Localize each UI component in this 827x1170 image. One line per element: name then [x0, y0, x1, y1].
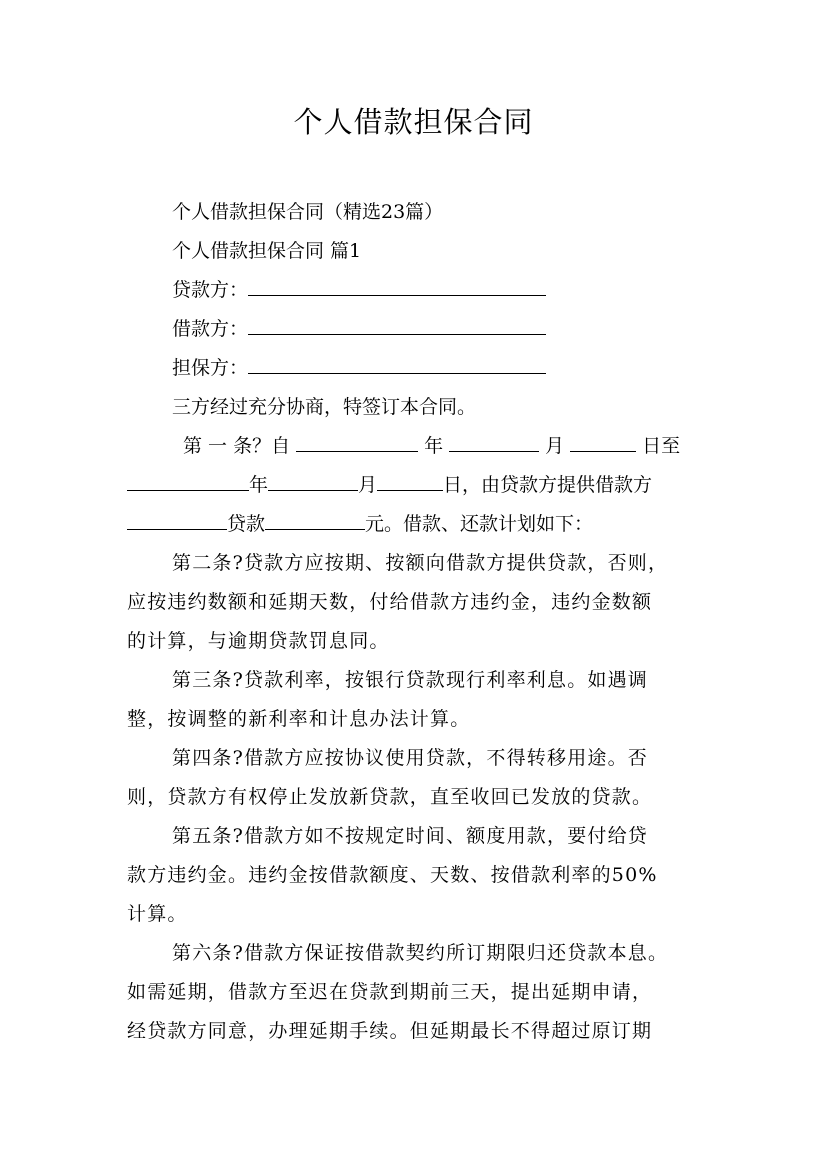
start-year-blank: [296, 433, 418, 452]
article1-text-e: 年: [249, 474, 269, 496]
document-subtitle: 个人借款担保合同（精选23篇）: [172, 201, 444, 223]
article3-line2: 整，按调整的新利率和计息办法计算。: [127, 708, 471, 730]
article6-line3: 经贷款方同意，办理延期手续。但延期最长不得超过原订期: [127, 1020, 653, 1042]
article2-line3: 的计算，与逾期贷款罚息同。: [127, 630, 390, 652]
borrower-blank: [248, 316, 546, 335]
borrower-field: [172, 316, 546, 342]
article1-text-a: 第 一 条？自: [183, 435, 291, 457]
article1-text-b: 年: [424, 435, 444, 457]
guarantor-label: 担保方：: [172, 357, 249, 379]
article5-line3: 计算。: [127, 903, 188, 925]
loan-purpose-blank: [127, 511, 227, 530]
article6-line2: 如需延期，借款方至迟在贷款到期前三天，提出延期申请，: [127, 981, 653, 1003]
article1-text-d: 日至: [642, 435, 681, 457]
end-day-blank: [377, 472, 443, 491]
article1-text-h: 贷款: [227, 513, 266, 535]
article3-line1: 第三条?贷款利率，按银行贷款现行利率利息。如遇调: [172, 669, 648, 691]
article1-line2: [127, 472, 652, 498]
start-day-blank: [570, 433, 636, 452]
article1-text-g: 日，由贷款方提供借款方: [443, 474, 653, 496]
lender-label: 贷款方：: [172, 279, 249, 301]
article1-line3: [127, 511, 593, 537]
lender-blank: [248, 277, 546, 296]
loan-amount-blank: [265, 511, 365, 530]
intro-text: 三方经过充分协商，特签订本合同。: [172, 396, 477, 418]
end-year-blank: [127, 472, 249, 491]
article2-line2: 应按违约数额和延期天数，付给借款方违约金，违约金数额: [127, 591, 653, 613]
article1-text-f: 月: [358, 474, 378, 496]
article1-text-i: 元。借款、还款计划如下：: [365, 513, 594, 535]
guarantor-blank: [248, 355, 546, 374]
article4-line1: 第四条?借款方应按协议使用贷款，不得转移用途。否: [172, 747, 648, 769]
article5-line2: 款方违约金。违约金按借款额度、天数、按借款利率的50%: [127, 864, 658, 886]
article2-line1: 第二条?贷款方应按期、按额向借款方提供贷款，否则，: [172, 552, 669, 574]
article4-line2: 则，贷款方有权停止发放新贷款，直至收回已发放的贷款。: [127, 786, 653, 808]
section-title: 个人借款担保合同 篇1: [172, 240, 362, 262]
article5-line1: 第五条?借款方如不按规定时间、额度用款，要付给贷: [172, 825, 648, 847]
borrower-label: 借款方：: [172, 318, 249, 340]
guarantor-field: [172, 355, 546, 381]
article1-line1: [183, 433, 680, 459]
article1-text-c: 月: [545, 435, 565, 457]
start-month-blank: [449, 433, 539, 452]
end-month-blank: [268, 472, 358, 491]
article6-line1: 第六条?借款方保证按借款契约所订期限归还贷款本息。: [172, 942, 669, 964]
document-title: 个人借款担保合同: [293, 105, 534, 139]
lender-field: [172, 277, 546, 303]
